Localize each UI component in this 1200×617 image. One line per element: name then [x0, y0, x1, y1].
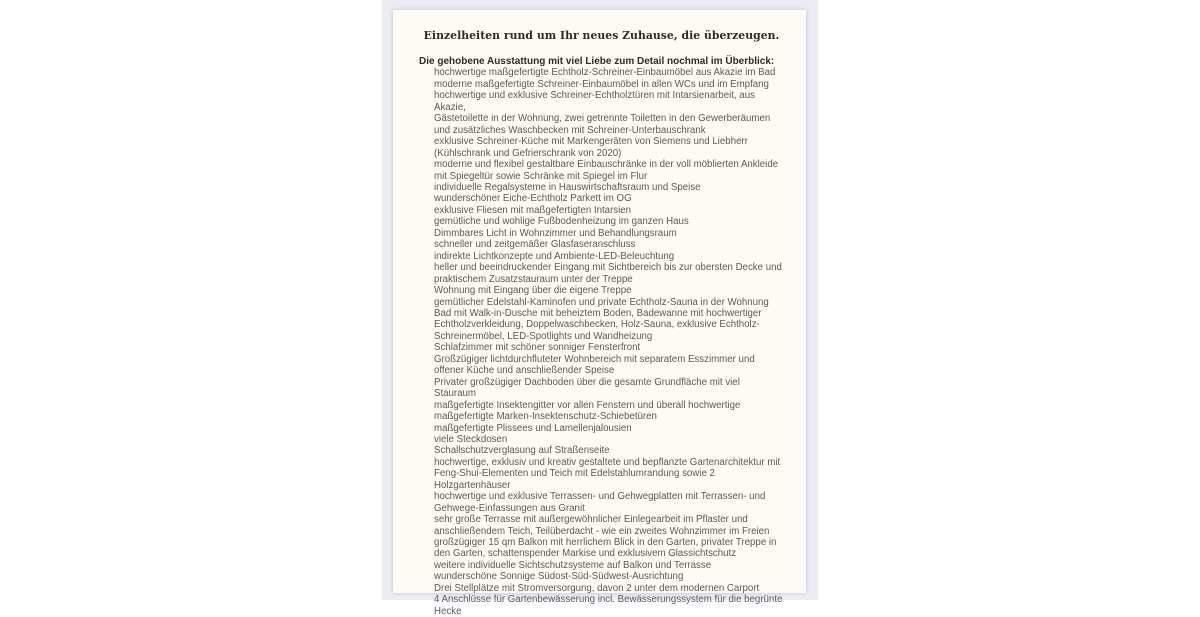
list-item: Bad mit Walk-in-Dusche mit beheiztem Boden, Badewanne mit hochwertiger Echtholzverkleidung, Doppelwaschbecken, Holz-Sauna, exklusive Echtholz-Schreinermöbel, LED-Spotlights und Wandheizung [434, 307, 762, 342]
list-item: Gästetoilette in der Wohnung, zwei getrennte Toiletten in den Gewerberäumen und zusätzliches Waschbecken mit Schreiner-Unterbauschrank [434, 113, 771, 136]
list-item: hochwertige, exklusiv und kreativ gestaltete und bepflanzte Gartenarchitektur mit Feng-Shui-Elementen und Teich mit Edelstahlumrandung sowie 2 Holzgartenhäuser [434, 456, 781, 491]
list-item: hochwertige und exklusive Schreiner-Echtholztüren mit Intarsienarbeit, aus Akazie, [434, 90, 755, 113]
list-item: weitere individuelle Sichtschutzsysteme auf Balkon und Terrasse [434, 559, 712, 571]
list-item: Wohnung mit Eingang über die eigene Treppe [434, 285, 632, 297]
list-item: hochwertige maßgefertigte Echtholz-Schreiner-Einbaumöbel aus Akazie im Bad [434, 67, 776, 79]
list-item: großzügiger 15 qm Balkon mit herrlichem Blick in den Garten, privater Treppe in den Garten, schattenspender Markise und exklusivem Glassichtschutz [434, 537, 777, 560]
list-item: heller und beeindruckender Eingang mit Sichtbereich bis zur obersten Decke und praktischem Zusatzstauraum unter der Treppe [434, 262, 782, 285]
list-item: viele Steckdosen [434, 433, 508, 445]
list-item: wunderschöne Sonnige Südost-Süd-Südwest-Ausrichtung [434, 571, 684, 583]
list-item: moderne und flexibel gestaltbare Einbauschränke in der voll möblierten Ankleide mit Spiegeltür sowie Schränke mit Spiegel im Flur [434, 159, 779, 182]
list-item: wunderschöner Eiche-Echtholz Parkett im OG [434, 193, 632, 205]
list-item: hochwertige und exklusive Terrassen- und Gehwegplatten mit Terrassen- und Gehwege-Einfassungen aus Granit [434, 491, 766, 514]
list-item: Drei Stellplätze mit Stromversorgung, davon 2 unter dem modernen Carport [434, 582, 760, 594]
list-item: schneller und zeitgemäßer Glasfaseranschluss [434, 239, 636, 251]
feature-list [419, 67, 784, 617]
list-item: indirekte Lichtkonzepte und Ambiente-LED-Beleuchtung [434, 250, 675, 262]
list-item: sehr große Terrasse mit außergewöhnlicher Einlegearbeit im Pflaster und anschließendem Teich, Teilüberdacht - wie ein zweites Wohnzimmer im Freien [434, 514, 770, 537]
list-item: 4 Anschlüsse für Gartenbewässerung incl. Bewässerungssystem für die begrünte Hecke [434, 594, 783, 617]
list-item: gemütliche und wohlige Fußbodenheizung im ganzen Haus [434, 216, 689, 228]
list-item: maßgefertigte Plissees und Lamellenjalousien [434, 422, 632, 434]
content-card [393, 10, 806, 617]
list-item: moderne maßgefertigte Schreiner-Einbaumöbel in allen WCs und im Empfang [434, 78, 769, 90]
list-item: Großzügiger lichtdurchfluteter Wohnbereich mit separatem Esszimmer und offener Küche und anschließender Speise [434, 353, 755, 377]
section-subtitle: Die gehobene Ausstattung mit viel Liebe zum Detail nochmal im Überblick: [419, 56, 775, 67]
list-item: individuelle Regalsysteme in Hauswirtschaftsraum und Speise [434, 181, 701, 193]
page-title: Einzelheiten rund um Ihr neues Zuhause, die überzeugen. [423, 29, 780, 42]
list-item: exklusive Fliesen mit maßgefertigten Intarsien [434, 204, 632, 216]
list-item: exklusive Schreiner-Küche mit Markengeräten von Siemens und Liebherr (Kühlschrank und Gefrierschrank von 2020) [434, 136, 748, 159]
list-item: Schlafzimmer mit schöner sonniger Fensterfront [434, 342, 641, 354]
list-item: gemütlicher Edelstahl-Kaminofen und private Echtholz-Sauna in der Wohnung [434, 296, 769, 308]
list-item: maßgefertigte Insektengitter vor allen Fenstern und überall hochwertige maßgefertigte Marken-Insektenschutz-Schiebetüren [434, 399, 741, 423]
list-item: Privater großzügiger Dachboden über die gesamte Grundfläche mit viel Stauraum [434, 376, 740, 400]
list-item: Schallschutzverglasung auf Straßenseite [434, 445, 610, 457]
list-item: Dimmbares Licht in Wohnzimmer und Behandlungsraum [434, 227, 677, 239]
